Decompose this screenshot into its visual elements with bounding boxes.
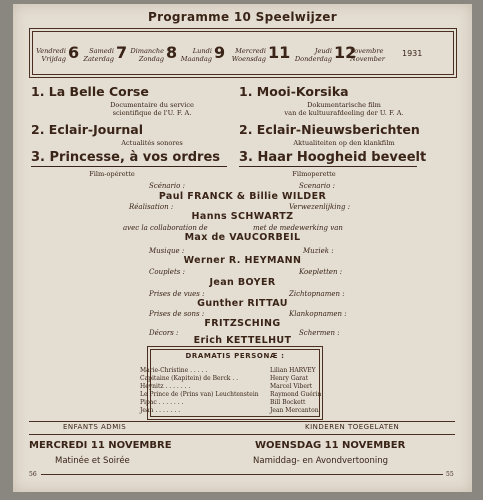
date-box: [29, 28, 457, 78]
day-2-number: 7: [116, 43, 128, 62]
date-nl: WOENSDAG 11 NOVEMBER: [255, 440, 406, 451]
programme-page: [13, 4, 472, 492]
film-nl-1-desc: Dokumentarische film van de kultuurafdeeling der U. F. A.: [284, 101, 404, 117]
film-fr-3-underline: [31, 166, 227, 167]
scenario-label-nl: Scenario :: [299, 182, 335, 190]
cast-row: Marie-Christine . . . . .: [140, 367, 208, 374]
film-fr-2-desc: Actualités sonores: [121, 139, 183, 147]
realisation-label-fr: Réalisation :: [129, 203, 174, 211]
vues-name: Gunther RITTAU: [197, 298, 288, 309]
film-nl-2-title: 2. Eclair-Nieuwsberichten: [239, 122, 420, 137]
show-fr: Matinée et Soirée: [55, 456, 130, 466]
film-fr-3-title: 3. Princesse, à vos ordres: [31, 150, 221, 165]
page-number-right: 55: [446, 471, 454, 478]
day-4-number: 9: [214, 43, 226, 62]
couplets-name: Jean BOYER: [209, 277, 276, 288]
film-fr-3-desc: Film-opérette: [89, 170, 135, 178]
day-3-labels: Dimanche Zondag: [130, 47, 164, 63]
collab-name: Max de VAUCORBEIL: [184, 232, 301, 243]
scenario-label-fr: Scénario :: [149, 182, 185, 190]
admit-fr: ENFANTS ADMIS: [63, 423, 127, 431]
film-nl-3-underline: [239, 166, 417, 167]
cast-row: Pipac . . . . . . .: [140, 399, 184, 406]
footer-divider-top: [29, 421, 455, 422]
film-fr-1-desc: Documentaire du service scientifique de l'U. F. A.: [110, 101, 194, 117]
show-nl: Namiddag- en Avondvertooning: [253, 456, 389, 466]
sons-name: FRITZSCHING: [204, 318, 281, 329]
day-5-labels: Mercredi Woensdag: [231, 47, 266, 63]
programme-title: Programme 10 Speelwijzer: [148, 10, 337, 24]
footer-divider-bottom: [41, 474, 443, 475]
decors-name: Erich KETTELHUT: [193, 335, 292, 346]
cast-row: Jean . . . . . . .: [140, 407, 181, 414]
year: 1931: [402, 49, 423, 58]
day-2-labels: Samedi Zaterdag: [83, 47, 114, 63]
couplets-label-nl: Koepletten :: [299, 268, 343, 276]
cast-row: Le Prince de (Prins van) Leuchtenstein: [140, 391, 259, 398]
film-nl-3-title: 3. Haar Hoogheid beveelt: [239, 150, 427, 165]
film-nl-2-desc: Aktualiteiten op den klankfilm: [293, 139, 395, 147]
day-1-number: 6: [68, 43, 80, 62]
page-number-left: 56: [29, 471, 37, 478]
cast-actor: Lilian HARVEY: [270, 367, 316, 374]
cast-row: Capitaine (Kapitein) de Berck . .: [140, 375, 239, 382]
film-nl-1-title: 1. Mooi-Korsika: [239, 84, 349, 99]
cast-actor: Bill Bockett: [270, 399, 306, 406]
couplets-label-fr: Couplets :: [149, 268, 185, 276]
musique-label-fr: Musique :: [149, 247, 185, 255]
decors-label-nl: Schermen :: [299, 329, 340, 337]
cast-actor: Marcel Vibert: [270, 383, 313, 390]
musique-label-nl: Muziek :: [303, 247, 334, 255]
cast-row: Heynitz . . . . . . .: [140, 383, 191, 390]
cast-actor: Jean Mercanton: [270, 407, 319, 414]
sons-label-fr: Prises de sons :: [149, 310, 205, 318]
realisation-label-nl: Verwezenlijking :: [289, 203, 351, 211]
day-3-number: 8: [166, 43, 178, 62]
month-labels: novembre November: [350, 47, 385, 63]
cast-title: DRAMATIS PERSONÆ :: [185, 352, 285, 360]
admit-nl: KINDEREN TOEGELATEN: [305, 423, 400, 431]
sons-label-nl: Klankopnamen :: [289, 310, 347, 318]
cast-actor: Raymond Guérin: [270, 391, 322, 398]
date-fr: MERCREDI 11 NOVEMBRE: [29, 440, 172, 451]
day-5-number: 11: [268, 43, 291, 62]
scenario-names: Paul FRANCK & Billie WILDER: [158, 191, 327, 202]
vues-label-nl: Zichtopnamen :: [289, 290, 345, 298]
film-nl-3-desc: Filmoperette: [292, 170, 336, 178]
musique-name: Werner R. HEYMANN: [183, 255, 302, 266]
film-fr-1-title: 1. La Belle Corse: [31, 84, 149, 99]
vues-label-fr: Prises de vues :: [149, 290, 205, 298]
day-4-labels: Lundi Maandag: [180, 47, 212, 63]
cast-actor: Henry Garat: [270, 375, 309, 382]
collab-label-fr: avec la collaboration de: [123, 224, 208, 232]
decors-label-fr: Décors :: [149, 329, 179, 337]
collab-label-nl: met de medewerking van: [253, 224, 343, 232]
day-6-number: 12: [334, 43, 357, 62]
footer-divider-mid: [29, 434, 455, 435]
film-fr-2-title: 2. Eclair-Journal: [31, 122, 144, 137]
day-6-labels: Jeudi Donderdag: [294, 47, 332, 63]
day-1-labels: Vendredi Vrijdag: [36, 47, 66, 63]
realisation-name: Hanns SCHWARTZ: [191, 211, 294, 222]
cast-box: [140, 346, 323, 420]
